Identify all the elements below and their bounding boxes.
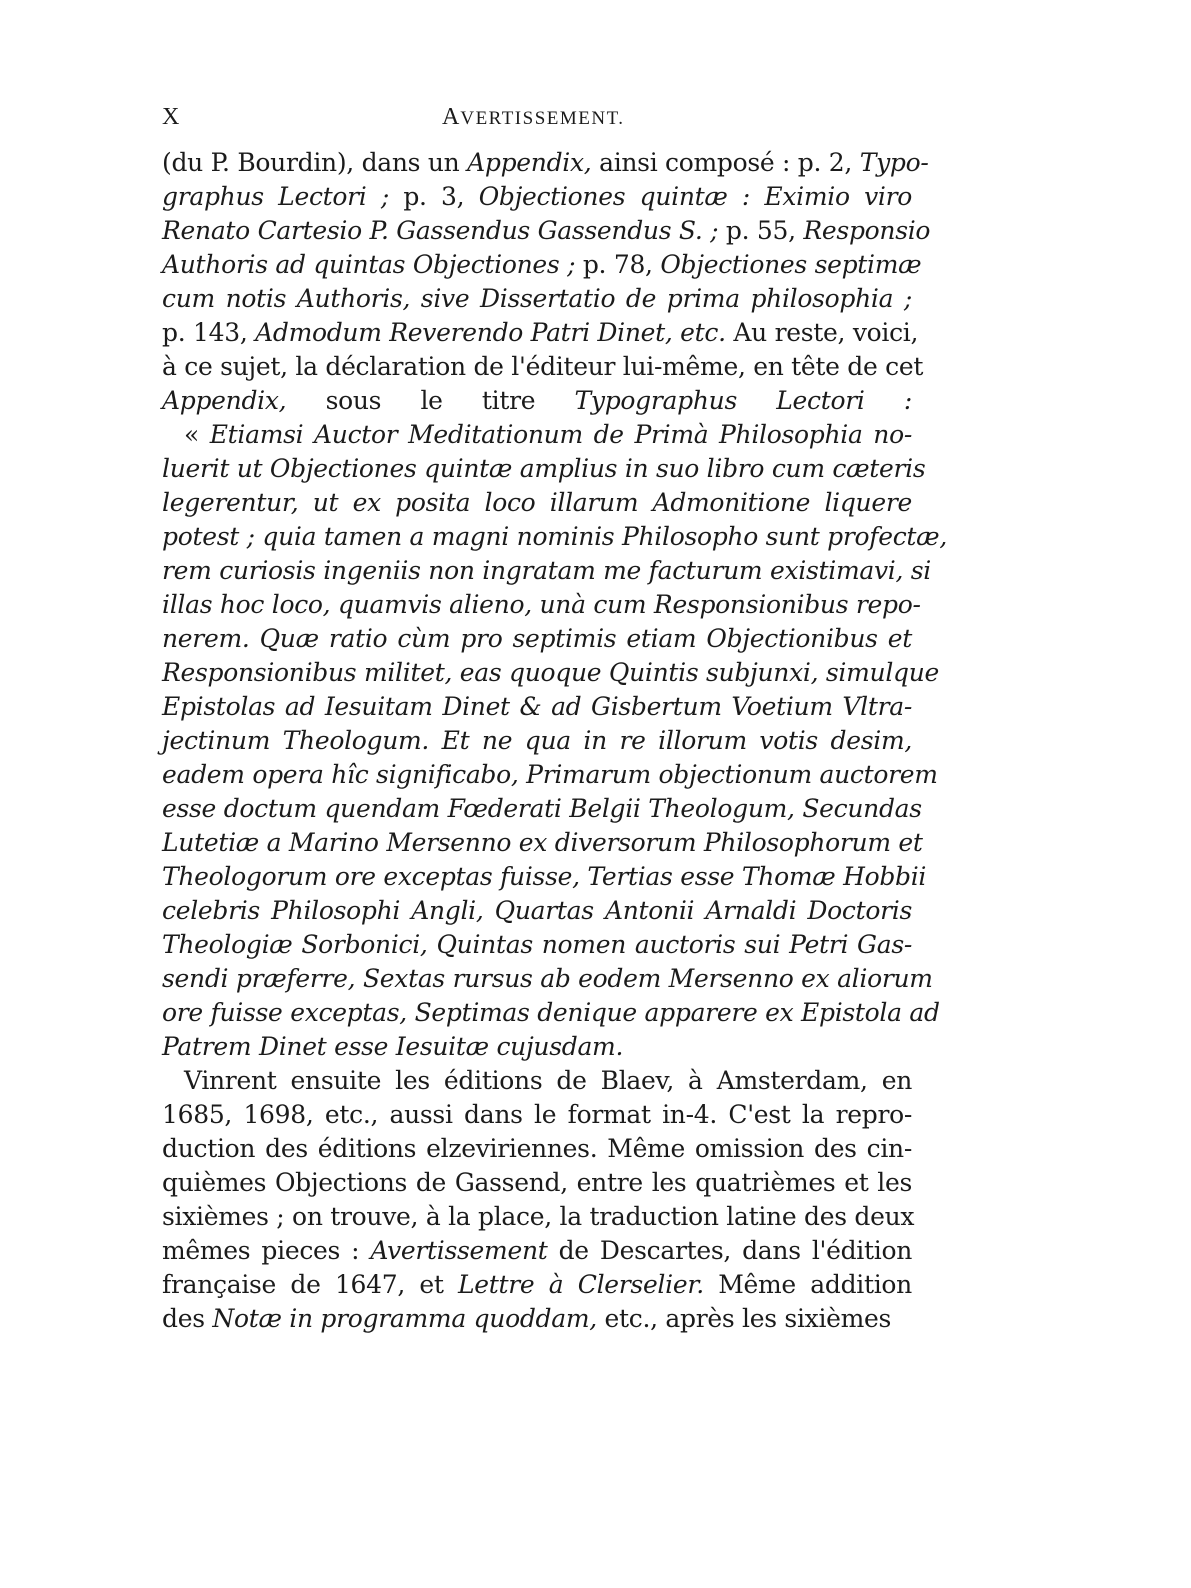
text-line	[162, 1064, 912, 1098]
text-line	[162, 316, 919, 350]
text-run: p. 143,	[162, 318, 256, 347]
text-line	[162, 826, 923, 860]
text-line	[162, 248, 922, 282]
text-run: de Descartes, dans l'édition	[547, 1236, 912, 1265]
text-line	[162, 1268, 912, 1302]
text-run: p. 3,	[388, 182, 479, 211]
italic-text: Theologiæ Sorbonici, Quintas nomen auctoris sui Petri Gas-	[162, 930, 912, 959]
italic-text: Theologorum ore exceptas fuisse, Tertias esse Thomæ Hobbii	[162, 862, 927, 891]
italic-text: Admodum Reverendo Patri Dinet, etc.	[255, 318, 726, 347]
text-line	[162, 1234, 912, 1268]
text-run: française de 1647, et	[162, 1270, 458, 1299]
text-run: 1685, 1698, etc., aussi dans le format in-4. C'est la repro-	[162, 1100, 912, 1129]
text-run: Même addition	[703, 1270, 912, 1299]
text-line	[162, 452, 926, 486]
text-line	[162, 1098, 912, 1132]
italic-text: Typo-	[859, 148, 929, 177]
text-line	[162, 860, 927, 894]
page-number: X	[162, 104, 180, 130]
italic-text: Responsionibus militet, eas quoque Quintis subjunxi, simulque	[162, 658, 940, 687]
text-run: p. 78,	[575, 250, 661, 279]
text-run: sixièmes ; on trouve, à la place, la traduction latine des deux	[162, 1202, 915, 1231]
italic-text: cum notis Authoris, sive Dissertatio de prima philosophia ;	[162, 284, 912, 313]
italic-text: nerem. Quæ ratio cùm pro septimis etiam Objectionibus et	[162, 624, 912, 653]
text-run: (du P. Bourdin), dans un	[162, 148, 468, 177]
text-line	[162, 1166, 912, 1200]
text-line	[162, 384, 912, 418]
text-line	[162, 622, 912, 656]
text-line	[162, 418, 912, 452]
text-run: mêmes pieces :	[162, 1236, 371, 1265]
text-line	[162, 724, 912, 758]
text-run: «	[184, 420, 210, 449]
text-line	[162, 350, 924, 384]
text-run: sous le titre	[286, 386, 575, 415]
text-line	[162, 996, 940, 1030]
text-line	[162, 554, 931, 588]
italic-text: celebris Philosophi Angli, Quartas Antonii Arnaldi Doctoris	[162, 896, 912, 925]
text-run: à ce sujet, la déclaration de l'éditeur lui-même, en tête de cet	[162, 352, 924, 381]
italic-text: eadem opera hîc significabo, Primarum objectionum auctorem	[162, 760, 938, 789]
italic-text: luerit ut Objectiones quintæ amplius in suo libro cum cæteris	[162, 454, 926, 483]
italic-text: Responsio	[803, 216, 931, 245]
text-run: Au reste, voici,	[725, 318, 919, 347]
italic-text: Appendix,	[467, 148, 592, 177]
italic-text: ore fuisse exceptas, Septimas denique apparere ex Epistola ad	[162, 998, 940, 1027]
text-body	[162, 146, 947, 1336]
text-line	[162, 962, 933, 996]
italic-text: Avertissement	[370, 1236, 548, 1265]
text-line	[162, 792, 922, 826]
italic-text: esse doctum quendam Fœderati Belgii Theologum, Secundas	[162, 794, 922, 823]
text-line	[162, 520, 947, 554]
italic-text: Etiamsi Auctor Meditationum de Primà Philosophia no-	[209, 420, 912, 449]
text-line	[162, 214, 931, 248]
italic-text: graphus Lectori ;	[162, 182, 389, 211]
text-run: duction des éditions elzeviriennes. Même omission des cin-	[162, 1134, 912, 1163]
italic-text: Renato Cartesio P. Gassendus Gassendus S. ;	[162, 216, 719, 245]
text-run: Vinrent ensuite les éditions de Blaev, à Amsterdam, en	[184, 1066, 912, 1095]
running-title-initial: A	[442, 104, 461, 130]
text-run: des	[162, 1304, 213, 1333]
text-line	[162, 894, 912, 928]
italic-text: rem curiosis ingeniis non ingratam me facturum existimavi, si	[162, 556, 931, 585]
text-line	[162, 928, 912, 962]
text-run: quièmes Objections de Gassend, entre les quatrièmes et les	[162, 1168, 912, 1197]
text-line	[162, 1302, 912, 1336]
italic-text: Epistolas ad Iesuitam Dinet & ad Gisbertum Voetium Vltra-	[162, 692, 912, 721]
text-line	[162, 180, 912, 214]
italic-text: Notæ in programma quoddam,	[212, 1304, 597, 1333]
italic-text: illas hoc loco, quamvis alieno, unà cum Responsionibus repo-	[162, 590, 921, 619]
italic-text: Objectiones septimæ	[660, 250, 922, 279]
italic-text: sendi præferre, Sextas rursus ab eodem Mersenno ex aliorum	[162, 964, 933, 993]
text-run: ainsi composé : p. 2,	[591, 148, 860, 177]
text-run: p. 55,	[718, 216, 804, 245]
text-line	[162, 588, 921, 622]
text-line	[162, 282, 912, 316]
italic-text: Lettre à Clerselier.	[457, 1270, 704, 1299]
text-line	[162, 1030, 912, 1064]
italic-text: Lutetiæ a Marino Mersenno ex diversorum Philosophorum et	[162, 828, 923, 857]
page-header	[162, 100, 912, 134]
text-line	[162, 486, 912, 520]
italic-text: Appendix,	[162, 386, 287, 415]
italic-text: legerentur, ut ex posita loco illarum Admonitione liquere	[162, 488, 912, 517]
italic-text: Patrem Dinet esse Iesuitæ cujusdam.	[162, 1032, 624, 1061]
text-line	[162, 758, 938, 792]
running-title	[442, 100, 625, 136]
text-line	[162, 1132, 912, 1166]
running-title-rest: VERTISSEMENT.	[460, 108, 625, 129]
text-line	[162, 1200, 915, 1234]
text-line	[162, 690, 912, 724]
text-line	[162, 656, 940, 690]
italic-text: jectinum Theologum. Et ne qua in re illorum votis desim,	[162, 726, 912, 755]
italic-text: Authoris ad quintas Objectiones ;	[162, 250, 576, 279]
text-line	[162, 146, 929, 180]
italic-text: potest ; quia tamen a magni nominis Philosopho sunt profectæ,	[162, 522, 947, 551]
italic-text: Typographus Lectori :	[574, 386, 912, 415]
italic-text: Objectiones quintæ : Eximio viro	[478, 182, 912, 211]
text-run: etc., après les sixièmes	[596, 1304, 892, 1333]
